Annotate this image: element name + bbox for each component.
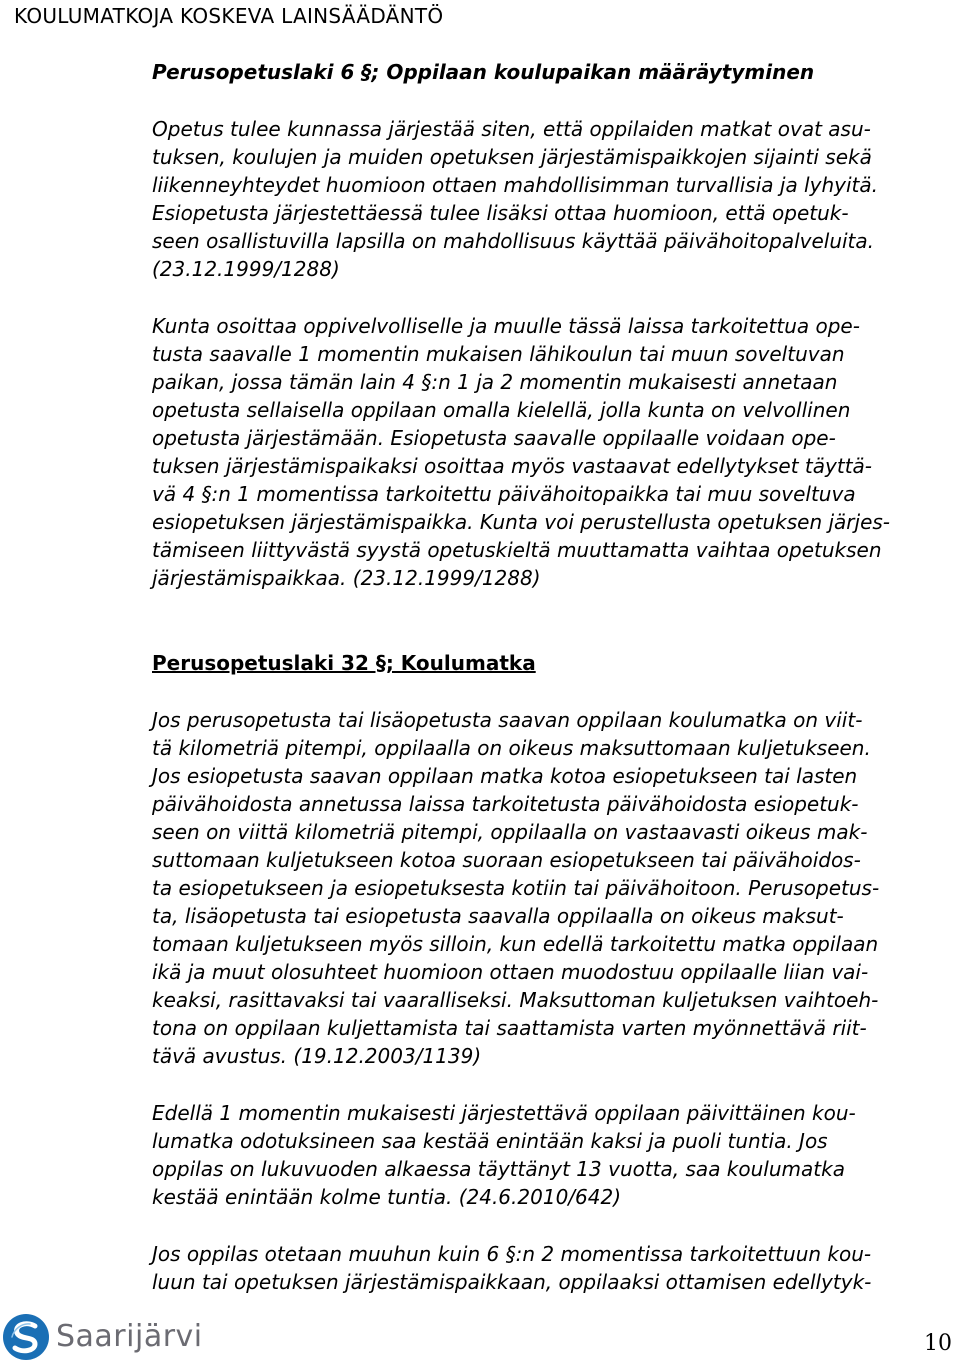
text-line: (23.12.1999/1288) [152,257,340,281]
text-line: ta, lisäopetusta tai esiopetusta saavalla oppilaalla on oikeus maksut- [152,904,844,928]
text-line: liikenneyhteydet huomioon ottaen mahdollisimman turvallisia ja lyhyitä. [152,173,878,197]
section1-paragraph-1 [152,115,947,283]
text-line: tuksen, koulujen ja muiden opetuksen järjestämispaikkojen sijainti sekä [152,145,872,169]
section-title-perusopetuslaki-32: Perusopetuslaki 32 §; Koulumatka [152,651,536,675]
text-line: tomaan kuljetukseen myös silloin, kun edellä tarkoitettu matka oppilaan [152,932,879,956]
text-line: paikan, jossa tämän lain 4 §:n 1 ja 2 momentin mukaisesti annetaan [152,370,838,394]
text-line: tona on oppilaan kuljettamista tai saattamista varten myönnettävä riit- [152,1016,867,1040]
section2-paragraph-2 [152,1099,947,1211]
text-line: ta esiopetukseen ja esiopetuksesta kotiin tai päivähoitoon. Perusopetus- [152,876,880,900]
page-number: 10 [924,1331,952,1356]
text-line: oppilas on lukuvuoden alkaessa täyttänyt 13 vuotta, saa koulumatka [152,1157,845,1181]
document-header: KOULUMATKOJA KOSKEVA LAINSÄÄDÄNTÖ [14,4,444,28]
section2-paragraph-3 [152,1240,947,1296]
text-line: Kunta osoittaa oppivelvolliselle ja muulle tässä laissa tarkoitettua ope- [152,314,860,338]
text-line: keaksi, rasittavaksi tai vaaralliseksi. Maksuttoman kuljetuksen vaihtoeh- [152,988,879,1012]
text-line: Jos esiopetusta saavan oppilaan matka kotoa esiopetukseen tai lasten [152,764,858,788]
logo-text: Saarijärvi [56,1319,203,1354]
section1-paragraph-2 [152,312,947,592]
text-line: Edellä 1 momentin mukaisesti järjestettävä oppilaan päivittäinen kou- [152,1101,856,1125]
text-line: esiopetuksen järjestämispaikka. Kunta voi perustellusta opetuksen järjes- [152,510,891,534]
section2-paragraph-1 [152,706,947,1070]
text-line: järjestämispaikkaa. (23.12.1999/1288) [152,566,541,590]
text-line: vä 4 §:n 1 momentissa tarkoitettu päivähoitopaikka tai muu soveltuva [152,482,856,506]
text-line: Jos oppilas otetaan muuhun kuin 6 §:n 2 momentissa tarkoitettuun kou- [152,1242,872,1266]
text-line: tuksen järjestämispaikaksi osoittaa myös vastaavat edellytykset täyttä- [152,454,873,478]
section-title-perusopetuslaki-6: Perusopetuslaki 6 §; Oppilaan koulupaikan määräytyminen [152,60,815,84]
text-line: tusta saavalle 1 momentin mukaisen lähikoulun tai muun soveltuvan [152,342,845,366]
saarijarvi-logo [2,1313,203,1361]
text-line: ikä ja muut olosuhteet huomioon ottaen muodostuu oppilaalle liian vai- [152,960,869,984]
text-line: tävä avustus. (19.12.2003/1139) [152,1044,482,1068]
text-line: seen osallistuvilla lapsilla on mahdollisuus käyttää päivähoitopalveluita. [152,229,875,253]
text-line: Opetus tulee kunnassa järjestää siten, että oppilaiden matkat ovat asu- [152,117,871,141]
text-line: luun tai opetuksen järjestämispaikkaan, oppilaaksi ottamisen edellytyk- [152,1270,872,1294]
text-line: lumatka odotuksineen saa kestää enintään kaksi ja puoli tuntia. Jos [152,1129,828,1153]
text-line: suttomaan kuljetukseen kotoa suoraan esiopetukseen tai päivähoidos- [152,848,861,872]
document-body [152,58,947,1296]
saarijarvi-swirl-logo-icon [2,1313,50,1361]
text-line: seen on viittä kilometriä pitempi, oppilaalla on vastaavasti oikeus mak- [152,820,868,844]
text-line: opetusta järjestämään. Esiopetusta saavalle oppilaalle voidaan ope- [152,426,836,450]
text-line: Jos perusopetusta tai lisäopetusta saavan oppilaan koulumatka on viit- [152,708,863,732]
text-line: kestää enintään kolme tuntia. (24.6.2010/642) [152,1185,622,1209]
text-line: opetusta sellaisella oppilaan omalla kielellä, jolla kunta on velvollinen [152,398,851,422]
text-line: tämiseen liittyvästä syystä opetuskieltä muuttamatta vaihtaa opetuksen [152,538,882,562]
text-line: päivähoidosta annetussa laissa tarkoitetusta päivähoidosta esiopetuk- [152,792,859,816]
text-line: tä kilometriä pitempi, oppilaalla on oikeus maksuttomaan kuljetukseen. [152,736,871,760]
text-line: Esiopetusta järjestettäessä tulee lisäksi ottaa huomioon, että opetuk- [152,201,849,225]
